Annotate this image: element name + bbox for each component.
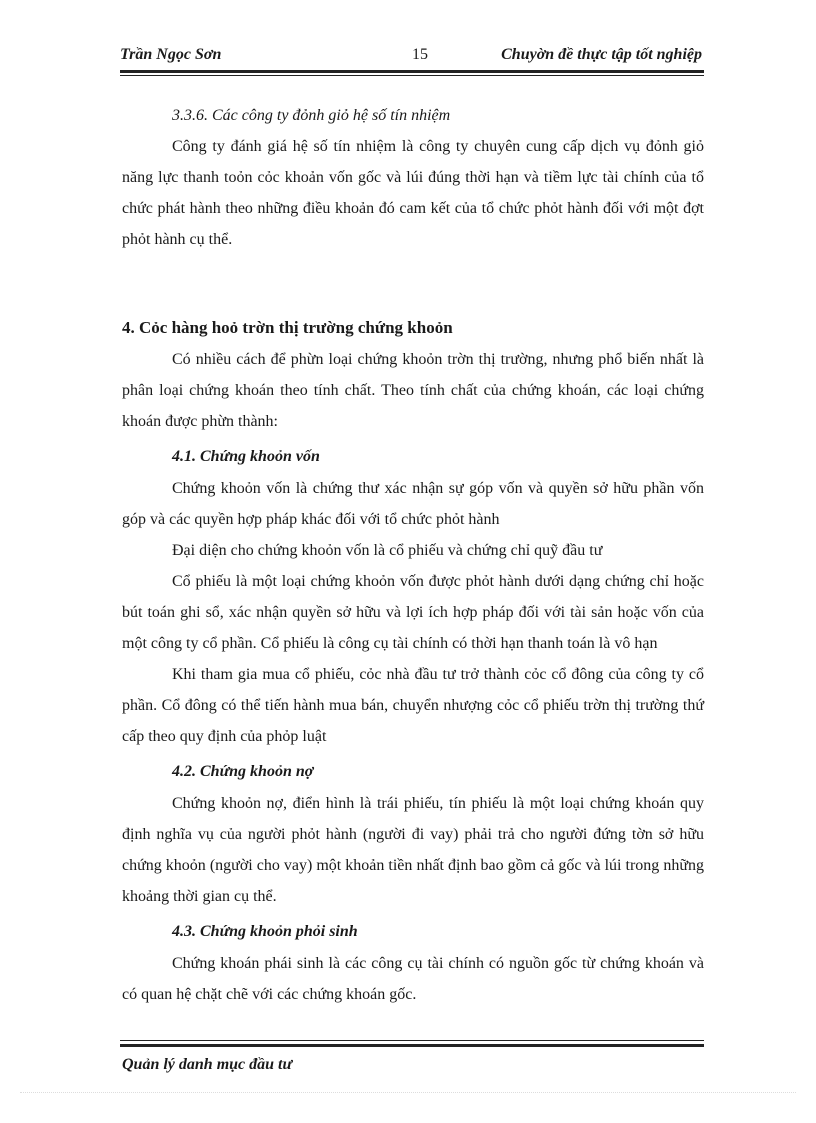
section-4-paragraph: Có nhiều cách để phừn loại chứng khoỏn trờn thị trường, nhưng phổ biến nhất là phân loại chứng khoán theo tính chất. Theo tính chất của chứng khoán, các loại chứng khoán được phừn thành: (122, 351, 704, 430)
section-3-3-6-paragraph: Công ty đánh giá hệ số tín nhiệm là công ty chuyên cung cấp dịch vụ đỏnh giỏ năng lực thanh toỏn cỏc khoản vốn gốc và lúi đúng thời hạn và tiềm lực tài chính của tổ chức phát hành theo những điều khoản đó cam kết của tổ chức phỏt hành đối với một đợt phỏt hành cụ thể. (122, 138, 704, 248)
section-4-1-paragraph-2: Đại diện cho chứng khoỏn vốn là cổ phiếu và chứng chỉ quỹ đầu tư (172, 542, 603, 559)
footer-rule-thick (120, 1044, 704, 1047)
section-3-3-6-heading: 3.3.6. Các công ty đỏnh giỏ hệ số tín nhiệm (172, 107, 451, 124)
document-body (122, 100, 704, 1010)
page-header (120, 46, 704, 70)
section-spacer (122, 255, 704, 312)
header-title: Chuyờn đề thực tập tốt nghiệp (501, 46, 702, 63)
footer-text: Quản lý danh mục đầu tư (122, 1056, 293, 1073)
section-4-1-paragraph-1: Chứng khoỏn vốn là chứng thư xác nhận sự góp vốn và quyền sở hữu phần vốn góp và các quyền hợp pháp khác đối với tổ chức phỏt hành (122, 480, 704, 528)
section-4-1-paragraph-4: Khi tham gia mua cổ phiếu, cỏc nhà đầu tư trở thành cỏc cổ đông của công ty cổ phần. Cổ đông có thể tiến hành mua bán, chuyển nhượng cỏc cổ phiếu trờn thị trường thứ cấp theo quy định của phỏp luật (122, 666, 704, 745)
header-rule-thick (120, 70, 704, 73)
header-page-number: 15 (412, 46, 428, 63)
section-4-1-heading: 4.1. Chứng khoỏn vốn (172, 448, 320, 465)
section-4-2-heading: 4.2. Chứng khoỏn nợ (172, 763, 314, 780)
footer-rule-thin (120, 1040, 704, 1041)
header-rule-thin (120, 75, 704, 76)
section-4-3-paragraph: Chứng khoán phái sinh là các công cụ tài chính có nguồn gốc từ chứng khoán và có quan hệ chặt chẽ với các chứng khoán gốc. (122, 955, 704, 1003)
section-4-1-paragraph-3: Cổ phiếu là một loại chứng khoỏn vốn được phỏt hành dưới dạng chứng chỉ hoặc bút toán ghi sổ, xác nhận quyền sở hữu và lợi ích hợp pháp đối với tài sản hoặc vốn của một công ty cổ phần. Cổ phiếu là công cụ tài chính có thời hạn thanh toán là vô hạn (122, 573, 704, 652)
section-4-heading: 4. Cỏc hàng hoỏ trờn thị trường chứng khoỏn (122, 318, 453, 337)
section-4-3-heading: 4.3. Chứng khoỏn phỏi sinh (172, 923, 358, 940)
section-4-2-paragraph: Chứng khoỏn nợ, điển hình là trái phiếu, tín phiếu là một loại chứng khoán quy định nghĩa vụ của người phỏt hành (người đi vay) phải trả cho người đứng tờn sở hữu chứng khoỏn (người cho vay) một khoản tiền nhất định bao gồm cả gốc và lúi trong những khoảng thời gian cụ thể. (122, 795, 704, 905)
page-bottom-dotted-line (20, 1092, 796, 1093)
header-author: Trần Ngọc Sơn (120, 46, 222, 63)
